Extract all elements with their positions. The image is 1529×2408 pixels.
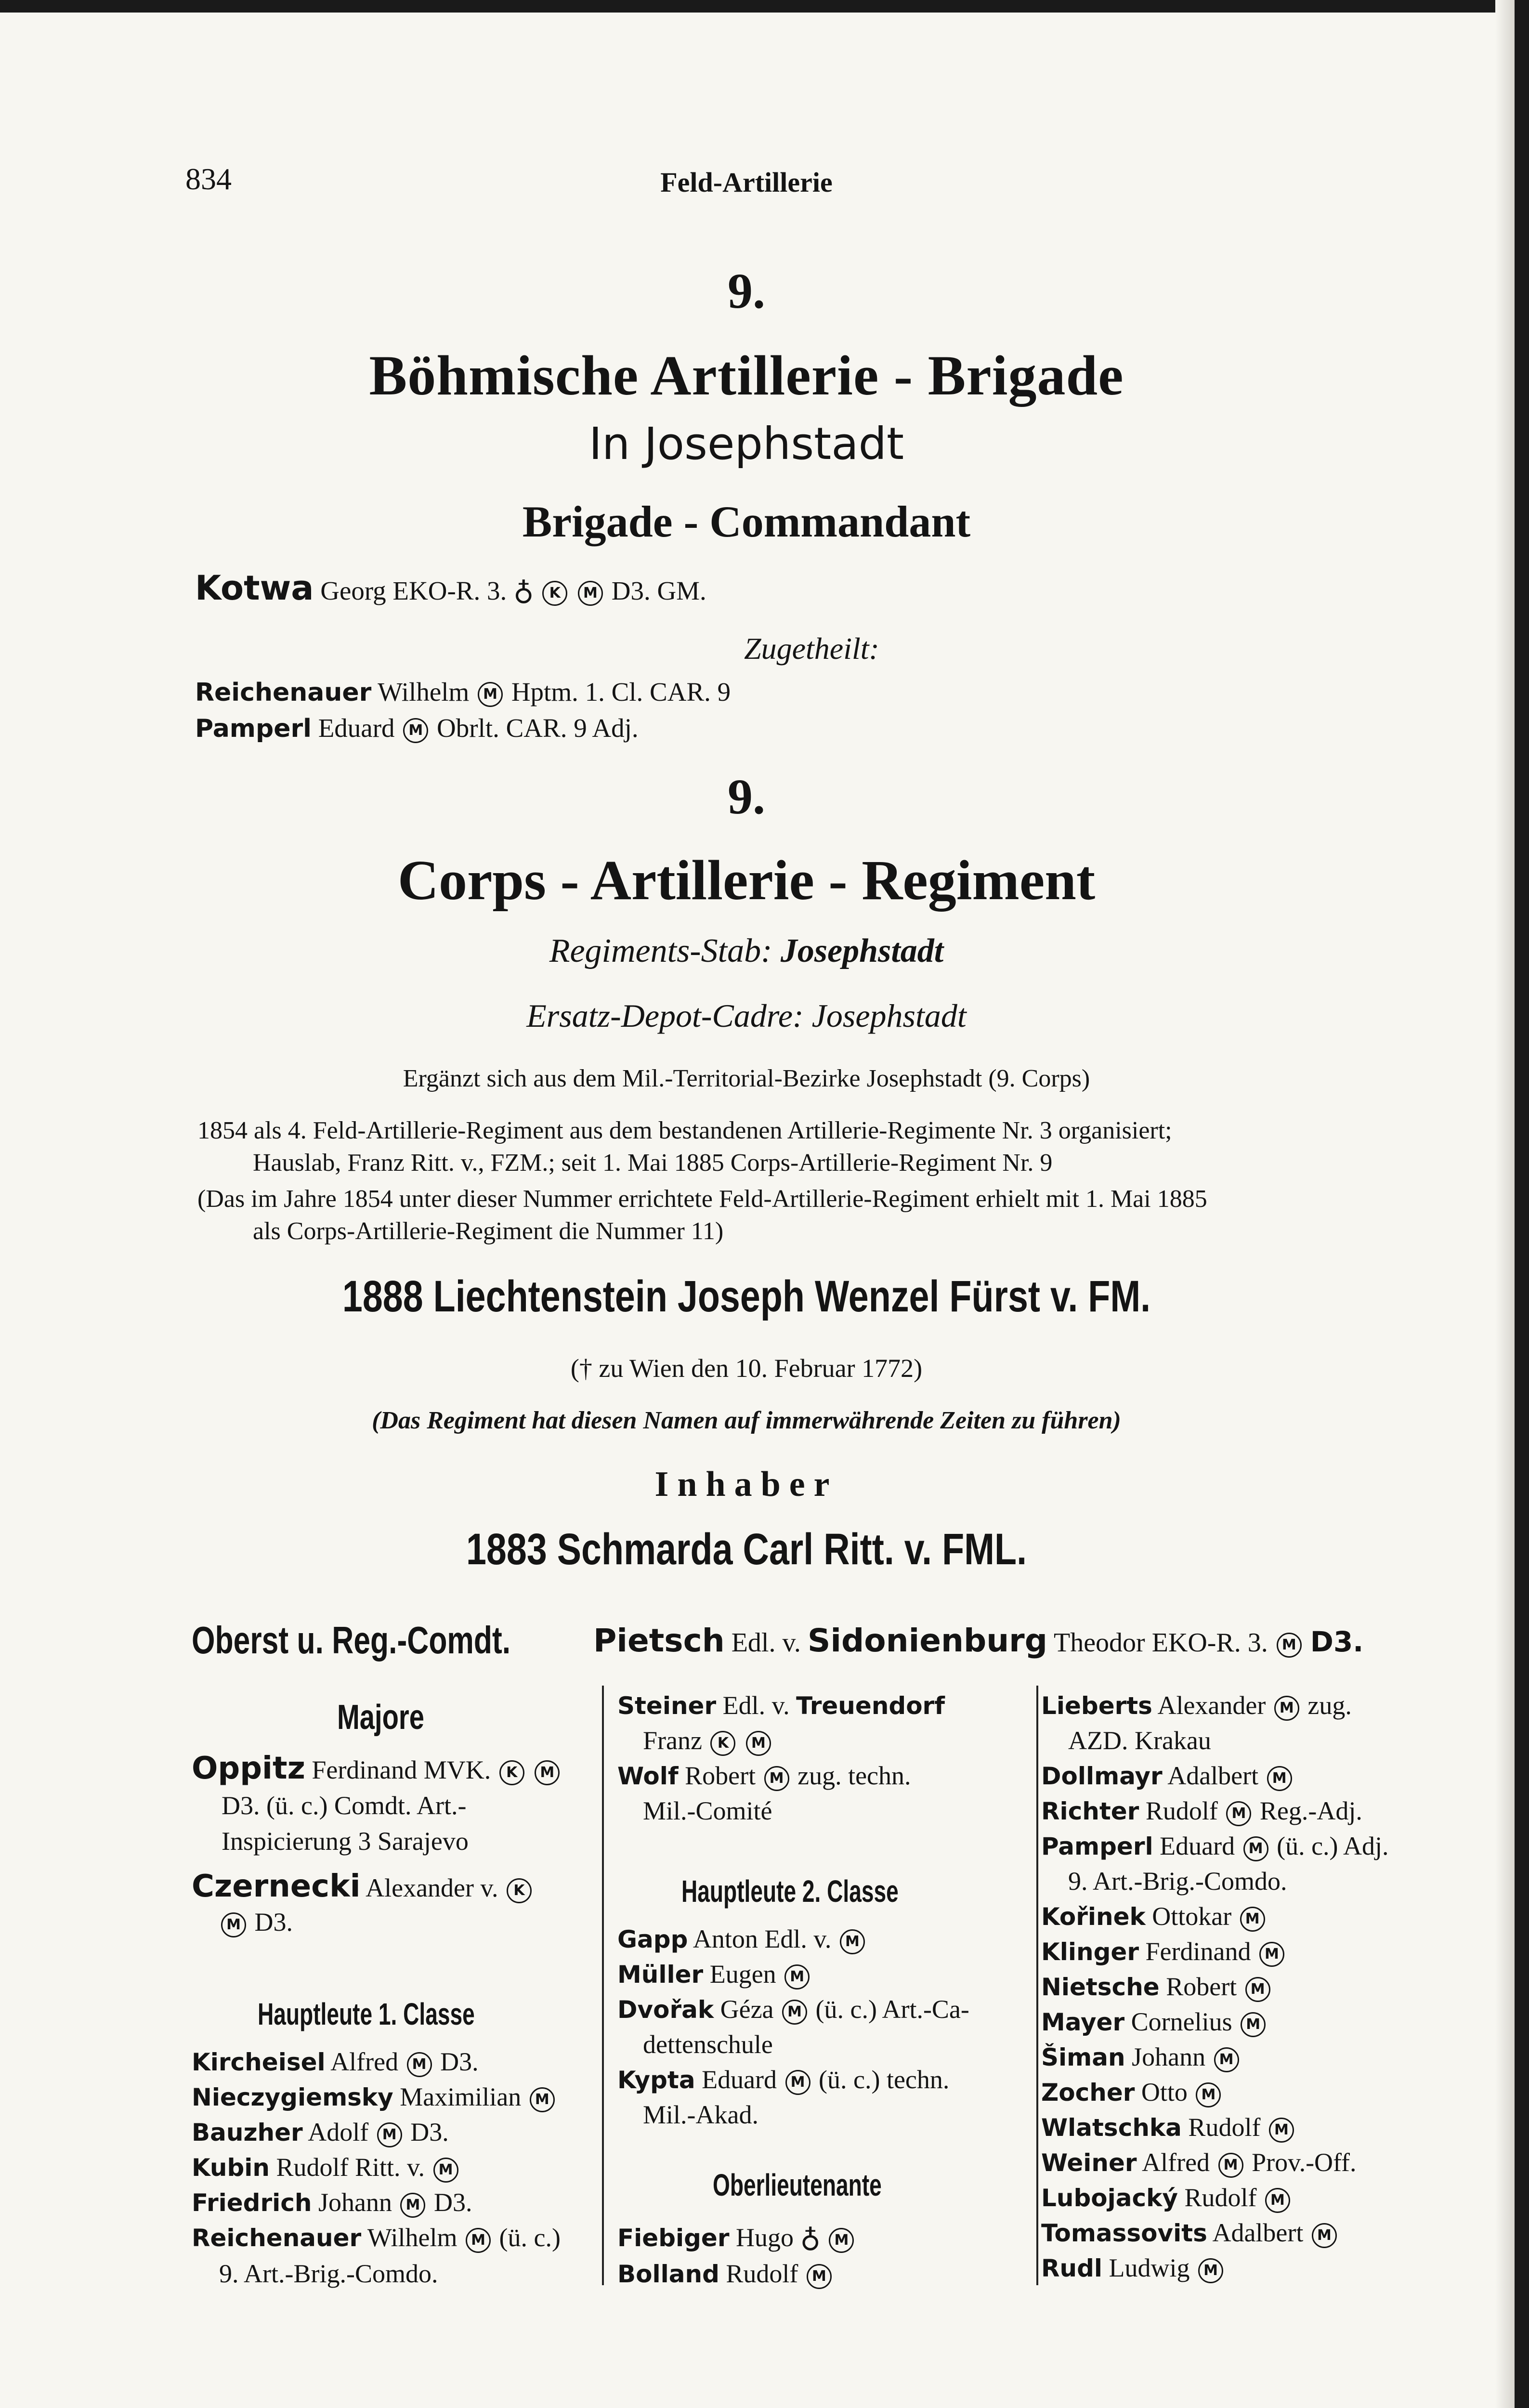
m-symbol-icon: M [535, 1760, 560, 1785]
list-item [617, 1994, 969, 2025]
brigade-title: Böhmische Artillerie - Brigade [369, 344, 1124, 407]
majors-heading: Majore [337, 1698, 425, 1737]
supplement-text: Ergänzt sich aus dem Mil.-Territorial-Bezirke Josephstadt (9. Corps) [403, 1065, 1090, 1092]
person-detail: Johann [318, 2188, 392, 2217]
person-detail: D3. [440, 2047, 479, 2076]
m-symbol-icon: M [1269, 2118, 1294, 2143]
assigned-rest-a: Wilhelm [378, 677, 470, 707]
history-line: 1854 als 4. Feld-Artillerie-Regiment aus dem bestandenen Artillerie-Regimente Nr. 3 organisiert; [197, 1117, 1172, 1144]
list-item-cont [219, 1907, 293, 1937]
person-name: Rudl [1041, 2254, 1103, 2282]
m-symbol-icon: M [403, 718, 428, 743]
k-symbol-icon: K [499, 1760, 524, 1785]
person-name: Tomassovits [1041, 2219, 1207, 2247]
person-detail: Rudolf [1188, 2113, 1261, 2142]
list-item [1041, 1972, 1272, 2002]
person-detail: Rudolf [1145, 1796, 1218, 1825]
list-item [192, 2152, 460, 2183]
person-name: Kubin [192, 2154, 270, 2182]
person-name: Weiner [1041, 2149, 1137, 2177]
m-symbol-icon: M [1241, 2012, 1266, 2037]
list-item [192, 2047, 479, 2077]
list-item [1041, 1761, 1294, 1791]
patron-note: (Das Regiment hat diesen Namen auf immerwährende Zeiten zu führen) [372, 1407, 1121, 1434]
assigned-rest-b: Obrlt. CAR. 9 Adj. [437, 713, 639, 743]
person-detail: Eduard [702, 2065, 777, 2094]
depot-label: Ersatz-Depot-Cadre: [526, 997, 804, 1034]
list-item-cont: 9. Art.-Brig.-Comdo. [1068, 1867, 1287, 1896]
person-name: Dvořak [617, 1996, 714, 2024]
staff-label: Regiments-Stab: [549, 932, 772, 969]
k-symbol-icon: K [507, 1878, 532, 1903]
m-symbol-icon: M [530, 2087, 555, 2112]
person-detail: Adolf [308, 2118, 369, 2146]
person-name: Kircheisel [192, 2048, 326, 2076]
list-item [192, 2223, 561, 2253]
list-item [1041, 1831, 1389, 1861]
assigned-entry [195, 677, 731, 707]
m-symbol-icon: M [1198, 2258, 1223, 2283]
m-symbol-icon: M [782, 2000, 807, 2025]
scan-edge-right [1515, 0, 1529, 2408]
m-symbol-icon: M [400, 2193, 425, 2218]
list-item [617, 1924, 867, 1954]
m-symbol-icon: M [1259, 1942, 1284, 1967]
person-detail: Edl. v. [722, 1691, 790, 1720]
person-name: Klinger [1041, 1938, 1139, 1966]
person-detail: Eugen [709, 1960, 776, 1989]
person-detail: D3. [254, 1908, 293, 1937]
person-detail: Rudolf Ritt. v. [276, 2153, 425, 2182]
m-symbol-icon: M [1277, 1633, 1302, 1658]
list-item [617, 1690, 945, 1720]
colonel-rest-a: Theodor EKO-R. 3. [1053, 1628, 1268, 1658]
m-symbol-icon: M [1226, 1801, 1251, 1826]
list-item-cont: Mil.-Comité [643, 1796, 772, 1825]
person-detail: Ferdinand [1145, 1937, 1251, 1966]
person-name: Kypta [617, 2066, 695, 2094]
person-name: Steiner [617, 1692, 717, 1720]
m-symbol-icon: M [785, 2070, 810, 2095]
person-detail: Wilhelm [367, 2223, 457, 2252]
list-item [192, 2082, 557, 2112]
assigned-rest-b: Hptm. 1. Cl. CAR. 9 [511, 677, 731, 707]
m-symbol-icon: M [221, 1912, 246, 1937]
m-symbol-icon: M [478, 682, 503, 707]
colonel-entry [593, 1622, 1363, 1659]
list-item [1041, 1690, 1352, 1721]
list-item [1041, 1937, 1286, 1967]
person-detail: Maximilian [400, 2082, 522, 2111]
person-detail: Robert [1166, 1972, 1237, 2001]
person-name: Oppitz [192, 1751, 305, 1786]
colonel-label: Oberst u. Reg.-Comdt. [192, 1619, 511, 1662]
commander-rest-a: Georg EKO-R. 3. [320, 576, 507, 605]
assigned-name: Pamperl [195, 714, 312, 743]
list-item [617, 1959, 811, 1989]
person-name-2: Treuendorf [796, 1692, 945, 1720]
m-symbol-icon: M [433, 2158, 458, 2183]
person-detail: Alexander v. [366, 1873, 498, 1902]
m-symbol-icon: M [764, 1766, 789, 1791]
regiment-staff [0, 932, 1493, 970]
m-symbol-icon: M [746, 1731, 771, 1756]
person-name: Bauzher [192, 2119, 303, 2146]
person-name: Dollmayr [1041, 1762, 1163, 1790]
medal-icon: ♁ [800, 2224, 821, 2257]
m-symbol-icon: M [578, 581, 603, 606]
list-item [1041, 2147, 1357, 2178]
person-name: Gapp [617, 1925, 688, 1953]
person-detail: Adalbert [1167, 1761, 1259, 1790]
person-detail: Alfred [330, 2047, 399, 2076]
person-name: Lieberts [1041, 1692, 1152, 1720]
list-item [1041, 1901, 1267, 1932]
history-line: (Das im Jahre 1854 unter dieser Nummer errichtete Feld-Artillerie-Regiment erhielt mit 1. Mai 1885 [197, 1185, 1207, 1213]
m-symbol-icon: M [377, 2122, 402, 2147]
m-symbol-icon: M [1243, 1836, 1268, 1861]
person-detail: D3. [433, 2188, 472, 2217]
person-detail: Johann [1132, 2042, 1206, 2071]
list-item [1041, 2253, 1225, 2283]
medal-icon: ♁ [513, 577, 534, 610]
person-name: Wlatschka [1041, 2114, 1182, 2142]
person-detail: Rudolf [726, 2259, 798, 2288]
person-name: Pamperl [1041, 1832, 1153, 1860]
list-item [1041, 2007, 1268, 2037]
list-item [617, 2259, 834, 2289]
list-item [1041, 2042, 1241, 2072]
person-detail: Reg.-Adj. [1259, 1796, 1362, 1825]
list-item [192, 2117, 449, 2147]
person-name: Wolf [617, 1762, 679, 1790]
person-name: Lubojacký [1041, 2184, 1178, 2212]
brigade-location: In Josephstadt [588, 418, 904, 470]
staff-value: Josephstadt [780, 932, 944, 969]
person-detail: Ludwig [1109, 2253, 1190, 2282]
m-symbol-icon: M [840, 1929, 865, 1954]
list-item [617, 2065, 949, 2095]
depot-value: Josephstadt [811, 997, 967, 1034]
person-detail: Prov.-Off. [1252, 2148, 1357, 2177]
list-item [1041, 2077, 1223, 2107]
person-name: Friedrich [192, 2189, 312, 2217]
person-detail: Anton Edl. v. [693, 1924, 832, 1953]
running-head: Feld-Artillerie [660, 167, 833, 198]
person-detail: (ü. c.) [499, 2223, 561, 2252]
list-item [1041, 2183, 1292, 2213]
list-item-cont: 9. Art.-Brig.-Comdo. [219, 2259, 438, 2288]
list-item [617, 2223, 856, 2257]
list-item-cont: D3. (ü. c.) Comdt. Art.- [222, 1791, 467, 1820]
regiment-owner: 1883 Schmarda Carl Ritt. v. FML. [466, 1525, 1027, 1574]
person-name: Zocher [1041, 2079, 1135, 2107]
column-divider [602, 1686, 604, 2285]
owner-heading: Inhaber [654, 1465, 838, 1504]
person-name: Kořinek [1041, 1903, 1146, 1931]
page-number: 834 [185, 162, 232, 196]
assigned-name: Reichenauer [195, 678, 372, 707]
list-item-cont: AZD. Krakau [1068, 1726, 1211, 1755]
assigned-entry [195, 713, 639, 743]
history-line: als Corps-Artillerie-Regiment die Nummer 11) [253, 1217, 724, 1245]
person-detail: zug. [1307, 1691, 1352, 1720]
list-item-cont: Inspicierung 3 Sarajevo [222, 1827, 469, 1856]
colonel-rest-b: D3. [1310, 1625, 1364, 1658]
scan-shadow-right [1495, 0, 1515, 2408]
m-symbol-icon: M [466, 2228, 491, 2253]
m-symbol-icon: M [1265, 2188, 1290, 2213]
person-detail: Hugo [736, 2223, 794, 2252]
colonel-name-b: Sidonienburg [807, 1622, 1047, 1659]
patron-death: († zu Wien den 10. Februar 1772) [570, 1354, 923, 1383]
m-symbol-icon: M [1196, 2082, 1221, 2107]
list-item [192, 1751, 562, 1786]
commander-rest-b: D3. GM. [611, 576, 706, 605]
m-symbol-icon: M [1214, 2047, 1239, 2072]
person-name: Richter [1041, 1797, 1139, 1825]
regiment-depot [0, 997, 1493, 1035]
person-detail: Adalbert [1212, 2218, 1304, 2247]
list-item-cont [643, 1726, 773, 1756]
person-detail: Alfred [1142, 2148, 1210, 2177]
person-detail: Cornelius [1131, 2007, 1232, 2036]
person-name: Nietsche [1041, 1973, 1160, 2001]
person-detail: Otto [1141, 2078, 1188, 2107]
list-item [192, 2187, 472, 2218]
person-detail: Robert [685, 1761, 756, 1790]
person-name: Nieczygiemsky [192, 2083, 393, 2111]
person-name: Reichenauer [192, 2224, 362, 2252]
list-item [1041, 2218, 1339, 2248]
list-item-cont: dettenschule [643, 2030, 773, 2059]
m-symbol-icon: M [1312, 2223, 1337, 2248]
m-symbol-icon: M [1218, 2153, 1243, 2178]
history-line: Hauslab, Franz Ritt. v., FZM.; seit 1. Mai 1885 Corps-Artillerie-Regiment Nr. 9 [253, 1149, 1053, 1177]
scan-edge-top [0, 0, 1529, 13]
m-symbol-icon: M [807, 2264, 832, 2289]
person-detail: (ü. c.) Art.-Ca- [815, 1995, 969, 2024]
lieutenants-heading: Oberlieutenante [713, 2168, 882, 2202]
assigned-heading: Zugetheilt: [744, 631, 879, 666]
person-detail: (ü. c.) Adj. [1277, 1832, 1389, 1860]
m-symbol-icon: M [1267, 1766, 1292, 1791]
commander-heading: Brigade - Commandant [522, 497, 971, 546]
list-item [617, 1761, 911, 1791]
person-name: Czernecki [192, 1869, 361, 1904]
colonel-name-a: Pietsch [593, 1622, 725, 1659]
k-symbol-icon: K [710, 1731, 735, 1756]
commander-entry [195, 568, 706, 610]
commander-name: Kotwa [195, 568, 314, 608]
m-symbol-icon: M [1274, 1696, 1299, 1721]
captains1-heading: Hauptleute 1. Classe [258, 1997, 475, 2031]
person-detail: Rudolf [1184, 2183, 1257, 2212]
m-symbol-icon: M [1245, 1977, 1270, 2002]
list-item [1041, 1796, 1362, 1826]
assigned-rest-a: Eduard [318, 713, 395, 743]
brigade-number: 9. [728, 263, 765, 319]
person-detail: D3. [410, 2118, 449, 2146]
column-divider [1036, 1686, 1038, 2285]
m-symbol-icon: M [829, 2228, 854, 2253]
person-detail: Ottokar [1152, 1902, 1232, 1931]
person-detail: Eduard [1160, 1832, 1235, 1860]
person-name: Fiebiger [617, 2224, 730, 2252]
m-symbol-icon: M [407, 2052, 432, 2077]
regiment-patron: 1888 Liechtenstein Joseph Wenzel Fürst v. FM. [342, 1272, 1151, 1321]
person-name: Mayer [1041, 2008, 1125, 2036]
person-detail: zug. techn. [797, 1761, 911, 1790]
person-detail: Géza [720, 1995, 774, 2024]
m-symbol-icon: M [784, 1964, 810, 1989]
person-detail: Alexander [1157, 1691, 1266, 1720]
person-detail: Franz [643, 1726, 702, 1755]
person-detail: Ferdinand MVK. [312, 1755, 491, 1784]
colonel-mid: Edl. v. [731, 1628, 801, 1658]
regiment-title: Corps - Artillerie - Regiment [397, 849, 1096, 912]
person-name: Bolland [617, 2260, 719, 2288]
m-symbol-icon: M [1240, 1907, 1265, 1932]
list-item [1041, 2112, 1296, 2143]
person-name: Šiman [1041, 2043, 1125, 2071]
regiment-number: 9. [728, 769, 765, 824]
captains2-heading: Hauptleute 2. Classe [681, 1874, 899, 1909]
list-item [192, 1869, 534, 1904]
list-item-cont: Mil.-Akad. [643, 2100, 758, 2129]
person-detail: (ü. c.) techn. [819, 2065, 950, 2094]
person-name: Müller [617, 1961, 704, 1989]
k-symbol-icon: K [542, 581, 567, 606]
